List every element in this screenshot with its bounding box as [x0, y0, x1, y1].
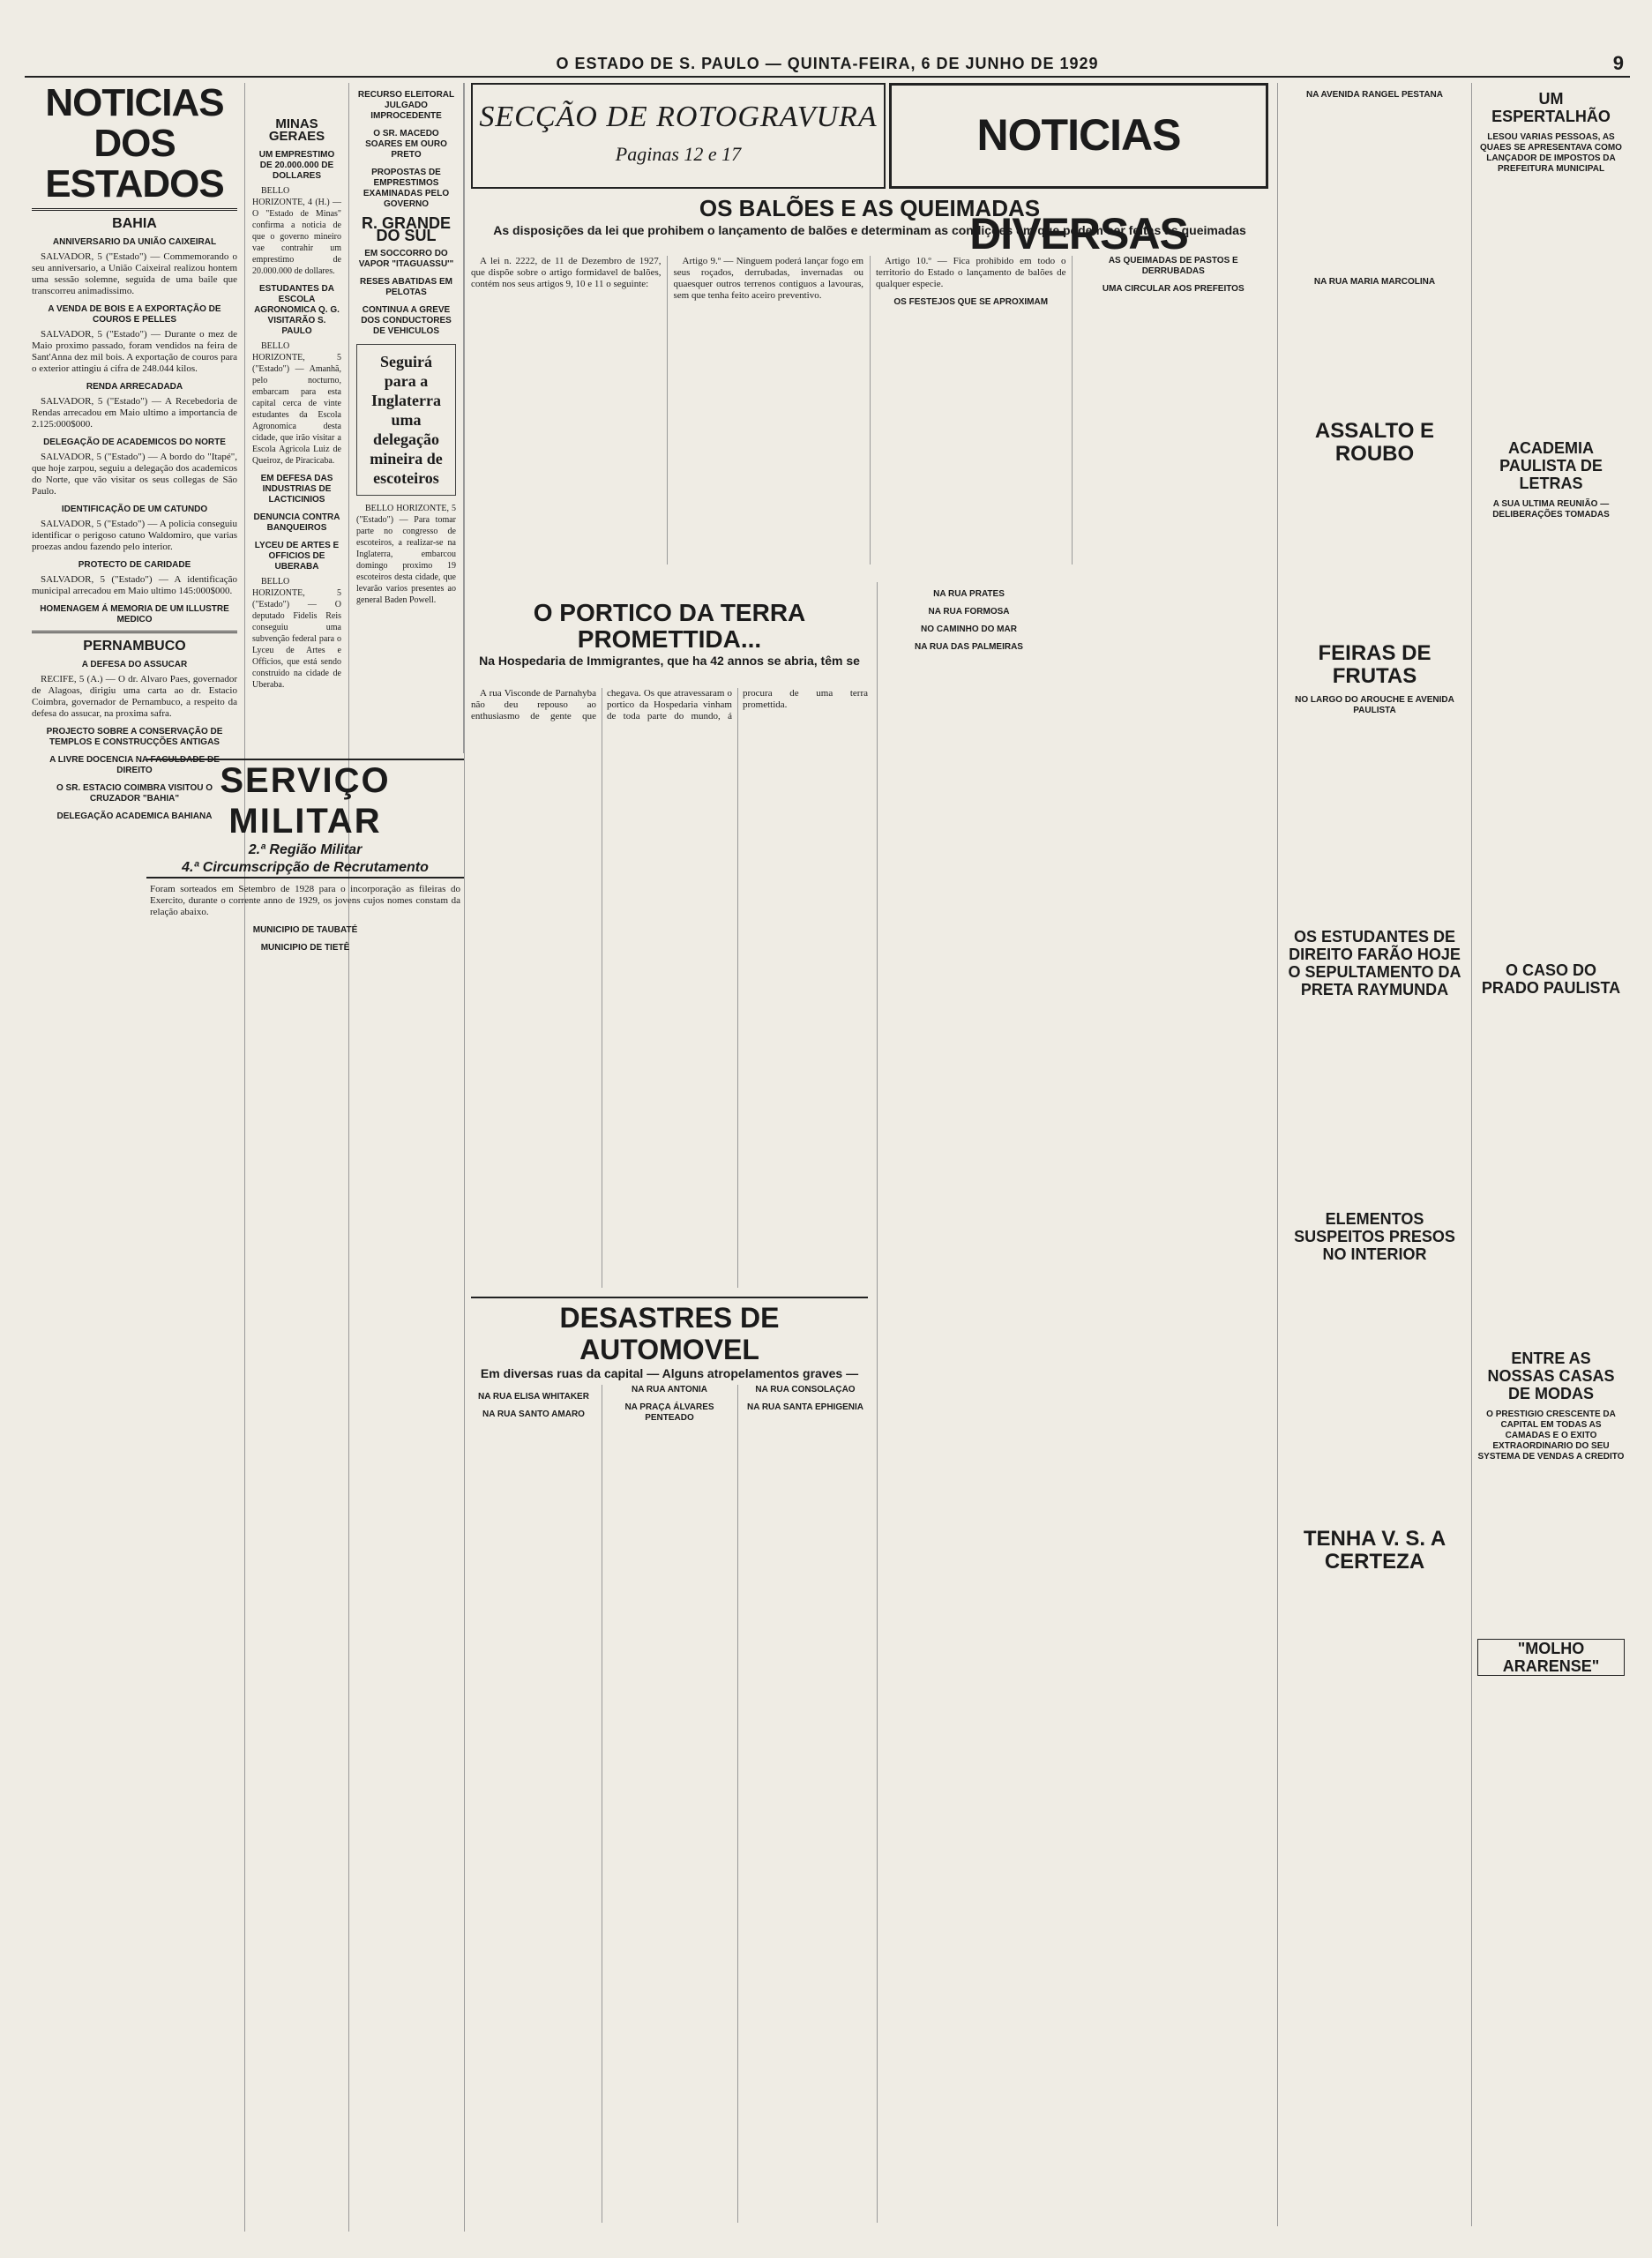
article-heading: RESES ABATIDAS EM PELOTAS	[359, 277, 452, 297]
servico-militar-header	[146, 759, 464, 879]
baloes-subtitle: As disposições da lei que prohibem o lançamento de balões e determinam as condições em que podem ser feitas as queimadas	[493, 223, 1246, 237]
article-heading: PROTECTO DE CARIDADE	[78, 560, 191, 570]
estudantes-direito-headline: OS ESTUDANTES DE DIREITO FARÃO HOJE O SEPULTAMENTO DA PRETA RAYMUNDA	[1288, 928, 1461, 998]
article-heading: NA AVENIDA RANGEL PESTANA	[1305, 90, 1443, 100]
column-ocorrencias	[1277, 83, 1471, 2226]
portico-body	[471, 688, 868, 1288]
article-heading: A VENDA DE BOIS E A EXPORTAÇÃO DE COUROS E PELLES	[48, 304, 221, 325]
page-number: 9	[1612, 52, 1625, 74]
article-text: SALVADOR, 5 ("Estado") — Commemorando o seu anniversario, a União Caixeiral realizou hontem uma sessão solemne, seguida de uma baile que transcorreu animadissimo.	[32, 251, 237, 296]
feiras-frutas-headline: FEIRAS DE FRUTAS	[1318, 641, 1431, 688]
article-heading: DELEGAÇÃO ACADEMICA BAHIANA	[56, 811, 213, 821]
article-text: Foram sorteados em Setembro de 1928 para o incorporação as fileiras do Exercito, durante o corrente anno de 1929, os jovens cujos nomes constam da relação abaixo.	[150, 884, 460, 917]
newspaper-page	[25, 53, 1630, 2232]
academia-headline: ACADEMIA PAULISTA DE LETRAS	[1499, 439, 1603, 492]
masthead-title: O ESTADO DE S. PAULO — QUINTA-FEIRA, 6 DE JUNHO DE 1929	[556, 55, 1099, 72]
article-heading: A SUA ULTIMA REUNIÃO — DELIBERAÇÕES TOMADAS	[1492, 499, 1610, 520]
article-text: SALVADOR, 5 ("Estado") — A policia conseguiu identificar o perigoso catuno Waldomiro, que varias proezas andou fazendo pelo interior.	[32, 519, 237, 552]
portico-header	[471, 600, 868, 670]
article-heading: HOMENAGEM Á MEMORIA DE UM ILLUSTRE MEDICO	[40, 604, 229, 624]
article-heading: O SR. ESTACIO COIMBRA VISITOU O CRUZADOR "BAHIA"	[56, 783, 213, 804]
article-heading: ANNIVERSARIO DA UNIÃO CAIXEIRAL	[52, 237, 217, 247]
state-heading: BAHIA	[112, 216, 157, 231]
rotogravura-box	[471, 83, 886, 189]
article-heading: NO CAMINHO DO MAR	[921, 624, 1017, 634]
article-heading: NA RUA FORMOSA	[928, 607, 1010, 617]
servico-militar-subtitle: 2.ª Região Militar	[248, 842, 363, 857]
portico-subtitle: Na Hospedaria de Immigrantes, que ha 42 annos se abria, têm se	[479, 654, 860, 668]
column-divider	[464, 83, 465, 2232]
article-heading: RECURSO ELEITORAL JULGADO IMPROCEDENTE	[357, 90, 455, 121]
molho-ararense-headline: "MOLHO ARARENSE"	[1477, 1639, 1625, 1676]
article-heading: NA PRAÇA ÁLVARES PENTEADO	[624, 1402, 714, 1423]
article-heading: NA RUA SANTA EPHIGENIA	[746, 1402, 864, 1412]
article-heading: A LIVRE DOCENCIA NA FACULDADE DE DIREITO	[49, 755, 220, 775]
espertalhao-headline: UM ESPERTALHÃO	[1491, 90, 1611, 125]
article-text: SALVADOR, 5 ("Estado") — A identificação municipal arrecadou em Maio ultimo 145:000$000.	[32, 574, 237, 596]
portico-title: O PORTICO DA TERRA PROMETTIDA...	[533, 600, 806, 653]
article-heading: DENUNCIA CONTRA BANQUEIROS	[253, 512, 340, 533]
article-heading: RENDA ARRECADADA	[86, 382, 183, 392]
rotogravura-pages: Paginas 12 e 17	[615, 143, 742, 165]
article-heading: MUNICIPIO DE TAUBATÉ	[252, 925, 358, 935]
column-espertalhao	[1471, 83, 1630, 2226]
article-heading: EM DEFESA DAS INDUSTRIAS DE LACTICINIOS	[260, 474, 333, 505]
state-heading: MINAS GERAES	[268, 116, 325, 144]
column-rio-grande	[349, 83, 464, 753]
divider	[32, 631, 237, 633]
article-heading: A DEFESA DO ASSUCAR	[81, 660, 188, 669]
article-heading: LYCEU DE ARTES E OFFICIOS DE UBERABA	[254, 541, 340, 572]
servico-militar-subtitle: 4.ª Circumscripção de Recrutamento	[182, 860, 429, 875]
servico-militar-block	[146, 759, 464, 2232]
article-text: BELLO HORIZONTE, 4 (H.) — O "Estado de Minas" confirma a noticia de que o governo mineiro vae contrahir um emprestimo de 20.000.000 de dollares.	[252, 186, 341, 276]
baloes-title: OS BALÕES E AS QUEIMADAS	[699, 195, 1041, 221]
baloes-body	[471, 256, 1268, 564]
article-heading: NA RUA ELISA WHITAKER	[478, 1392, 589, 1402]
article-heading: PROJECTO SOBRE A CONSERVAÇÃO DE TEMPLOS E CONSTRUCÇÕES ANTIGAS	[46, 727, 223, 747]
article-heading: NO LARGO DO AROUCHE E AVENIDA PAULISTA	[1295, 695, 1454, 715]
desastres-body	[471, 1385, 868, 2223]
desastres-header	[471, 1297, 868, 1381]
article-heading: NA RUA SANTO AMARO	[482, 1409, 585, 1419]
article-heading: LESOU VARIAS PESSOAS, AS QUAES SE APRESENTAVA COMO LANÇADOR DE IMPOSTOS DA PREFEITURA MUNICIPAL	[1480, 132, 1622, 174]
inglaterra-headline: Seguirá para a Inglaterra uma delegação mineira de escoteiros	[356, 344, 456, 496]
article-text: BELLO HORIZONTE, 5 ("Estado") — Para tomar parte no congresso de escoteiros, a realizar-se na Inglaterra, embarcou domingo proximo 19 escoteiros desta cidade, que levarão varios presentes ao general Baden Powell.	[356, 504, 456, 605]
article-heading: UMA CIRCULAR AOS PREFEITOS	[1102, 284, 1245, 294]
article-heading: UM EMPRESTIMO DE 20.000.000 DE DOLLARES	[258, 150, 335, 181]
article-text: RECIFE, 5 (A.) — O dr. Alvaro Paes, governador de Alagoas, dirigiu uma carta ao dr. Estacio Coimbra, governador de Pernambuco, a respeito da defesa do assucar, na proxima safra.	[32, 674, 237, 719]
casas-modas-headline: ENTRE AS NOSSAS CASAS DE MODAS	[1487, 1350, 1615, 1402]
column-ruas	[877, 582, 1053, 2223]
article-text: SALVADOR, 5 ("Estado") — A bordo do "Itapé", que hoje zarpou, seguiu a delegação dos academicos do Norte, que vão visitar os seus collegas de São Paulo.	[32, 452, 237, 497]
article-heading: NA RUA MARIA MARCOLINA	[1313, 277, 1436, 287]
noticias-diversas-title: NOTICIAS DIVERSAS	[889, 83, 1268, 189]
masthead	[25, 53, 1630, 78]
servico-militar-title: SERVIÇO MILITAR	[220, 761, 391, 841]
state-heading: R. GRANDE DO SUL	[361, 214, 451, 244]
tenha-certeza-headline: TENHA V. S. A CERTEZA	[1303, 1527, 1446, 1574]
prado-paulista-headline: O CASO DO PRADO PAULISTA	[1481, 961, 1621, 997]
article-heading: IDENTIFICAÇÃO DE UM CATUNDO	[61, 505, 208, 514]
article-heading: PROPOSTAS DE EMPRESTIMOS EXAMINADAS PELO GOVERNO	[363, 168, 450, 209]
assalto-roubo-headline: ASSALTO E ROUBO	[1314, 419, 1435, 466]
article-heading: OS FESTEJOS QUE SE APROXIMAM	[893, 297, 1049, 307]
rotogravura-title: SECÇÃO DE ROTOGRAVURA	[479, 101, 878, 133]
article-text: Artigo 10.º — Fica prohibido em todo o territorio do Estado o lançamento de balões de qualquer especie.	[876, 256, 1066, 289]
article-heading: O PRESTIGIO CRESCENTE DA CAPITAL EM TODAS AS CAMADAS E O EXITO EXTRAORDINARIO DO SEU SYSTEMA DE VENDAS A CREDITO	[1477, 1409, 1625, 1462]
elementos-suspeitos-headline: ELEMENTOS SUSPEITOS PRESOS NO INTERIOR	[1294, 1210, 1455, 1263]
article-text: A rua Visconde de Parnahyba não deu repouso ao enthusiasmo de gente que chegava. Os que atravessaram o portico da Hospedaria vinham de toda parte do mundo, á procura de uma terra promettida.	[471, 688, 868, 722]
article-heading: ESTUDANTES DA ESCOLA AGRONOMICA Q. G. VISITARÃO S. PAULO	[254, 284, 340, 336]
baloes-header	[471, 194, 1268, 238]
article-text: BELLO HORIZONTE, 5 ("Estado") — O deputado Fidelis Reis conseguiu uma subvenção federal para o Lyceu de Artes e Officios, que está sendo construido na cidade de Uberaba.	[252, 577, 341, 690]
article-heading: MUNICIPIO DE TIETÊ	[260, 943, 350, 953]
article-text: Artigo 9.º — Ninguem poderá lançar fogo em seus roçados, derrubadas, invernadas ou quaesquer outros terrenos contiguos a lavouras, sem que tenha feito aceiro preventivo.	[673, 256, 863, 301]
article-heading: EM SOCCORRO DO VAPOR "ITAGUASSU'"	[358, 249, 454, 269]
article-heading: NA RUA PRATES	[933, 589, 1005, 599]
article-text: SALVADOR, 5 ("Estado") — Durante o mez de Maio proximo passado, foram vendidos na feira de Sant'Anna dez mil bois. A exportação de couros para o exterior attingiu á cifra de 248.044 kilos.	[32, 329, 237, 374]
article-heading: AS QUEIMADAS DE PASTOS E DERRUBADAS	[1108, 256, 1238, 276]
article-heading: NA RUA ANTONIA	[632, 1385, 707, 1394]
desastres-title: DESASTRES DE AUTOMOVEL	[559, 1302, 780, 1365]
article-text: A lei n. 2222, de 11 de Dezembro de 1927, que dispõe sobre o artigo formidavel de balões, contém nos seus artigos 9, 10 e 11 o seguinte:	[471, 256, 662, 289]
article-heading: NA RUA CONSOLAÇÃO	[755, 1385, 856, 1394]
article-text: SALVADOR, 5 ("Estado") — A Recebedoria de Rendas arrecadou em Maio ultimo a importancia de 2.125:000$000.	[32, 396, 237, 430]
article-text: BELLO HORIZONTE, 5 ("Estado") — Amanhã, pelo nocturno, embarcam para esta capital cerca de vinte estudantes da Escola Agronomica desta cidade, que irão visitar a Escola Agricola Luiz de Queiroz, de Piracicaba.	[252, 341, 341, 466]
state-heading: PERNAMBUCO	[83, 639, 186, 654]
desastres-subtitle: Em diversas ruas da capital — Alguns atropelamentos graves —	[480, 1366, 859, 1380]
article-heading: DELEGAÇÃO DE ACADEMICOS DO NORTE	[43, 437, 226, 447]
article-heading: O SR. MACEDO SOARES EM OURO PRETO	[365, 129, 447, 160]
section-title-noticias-dos-estados: NOTICIAS DOS ESTADOS	[32, 83, 237, 211]
article-heading: CONTINUA A GREVE DOS CONDUCTORES DE VEHICULOS	[361, 305, 452, 336]
article-heading: NA RUA DAS PALMEIRAS	[915, 642, 1023, 652]
